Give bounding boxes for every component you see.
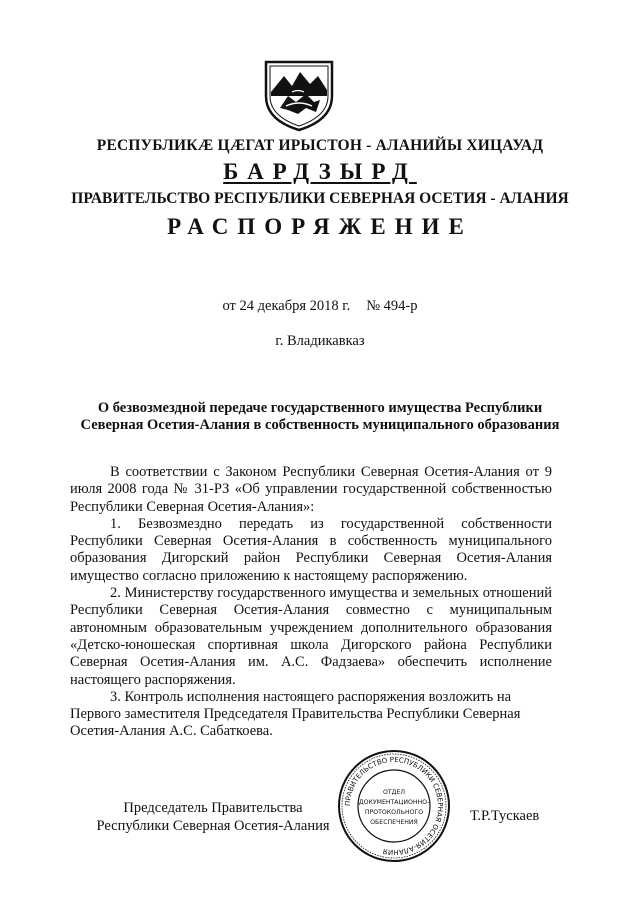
body-item-2: 2. Министерству государственного имущества и земельных отношений Республики Северная Осетия-Алания совместно с муниципальным автономным образовательным учреждением дополнительного образования «Детско-юношеская спортивная школа Дигорского района Республики Северная Осетия-Алания им. А.С. Фадзаева» обеспечить исполнение настоящего распоряжения.	[70, 585, 552, 688]
seal-outer-text: ПРАВИТЕЛЬСТВО РЕСПУБЛИКИ СЕВЕРНАЯ ОСЕТИЯ-АЛАНИЯ	[343, 755, 445, 857]
document-subject: О безвозмездной передаче государственного имущества Республики Северная Осетия-Алания в собственность муниципального образования	[80, 400, 560, 433]
body-preamble: В соответствии с Законом Республики Северная Осетия-Алания от 9 июля 2008 года № 31-РЗ «Об управлении государственной собственностью Республики Северная Осетия-Алания»:	[70, 464, 552, 515]
document-date-line	[0, 298, 640, 315]
body-item-1: 1. Безвозмездно передать из государственной собственности Республики Северная Осетия-Алания в собственность муниципального образования Дигорский район Республики Северная Осетия-Алания имущество согласно приложению к настоящему распоряжению.	[70, 515, 552, 584]
government-name-ossetian: РЕСПУБЛИКӔ ЦӔГАТ ИРЫСТОН - АЛАНИЙЫ ХИЦАУАД	[96, 137, 544, 154]
signatory-position-line1: Председатель Правительства	[123, 800, 303, 816]
signatory-position-line2: Республики Северная Осетия-Алания	[96, 818, 330, 834]
document-number: № 494-р	[366, 298, 418, 314]
signatory-position	[88, 799, 338, 835]
svg-text:ПРАВИТЕЛЬСТВО РЕСПУБЛИКИ СЕВЕР	[344, 756, 444, 856]
government-name-russian: ПРАВИТЕЛЬСТВО РЕСПУБЛИКИ СЕВЕРНАЯ ОСЕТИЯ - АЛАНИЯ	[71, 190, 569, 207]
seal-inner-line-2: ДОКУМЕНТАЦИОННО-	[358, 799, 430, 806]
body-item-3: 3. Контроль исполнения настоящего распоряжения возложить на Первого заместителя Председателя Правительства Республики Северная Осетия-Алания А.С. Сабаткоева.	[70, 688, 521, 740]
doc-type-ossetian	[0, 159, 640, 185]
document-body	[70, 464, 552, 741]
document-date: от 24 декабря 2018 г.	[222, 298, 351, 314]
official-seal-icon	[336, 748, 452, 864]
seal-inner-line-4: ОБЕСПЕЧЕНИЯ	[370, 819, 418, 826]
signatory-name: Т.Р.Тускаев	[470, 808, 540, 824]
doc-type-ossetian-text: БАРДЗЫРД	[223, 159, 417, 184]
seal-inner-line-3: ПРОТОКОЛЬНОГО	[364, 809, 424, 816]
doc-type-russian: РАСПОРЯЖЕНИЕ	[167, 214, 473, 239]
coat-of-arms-icon	[262, 56, 336, 132]
document-city: г. Владикавказ	[275, 333, 365, 349]
seal-inner-line-1: ОТДЕЛ	[382, 789, 406, 796]
